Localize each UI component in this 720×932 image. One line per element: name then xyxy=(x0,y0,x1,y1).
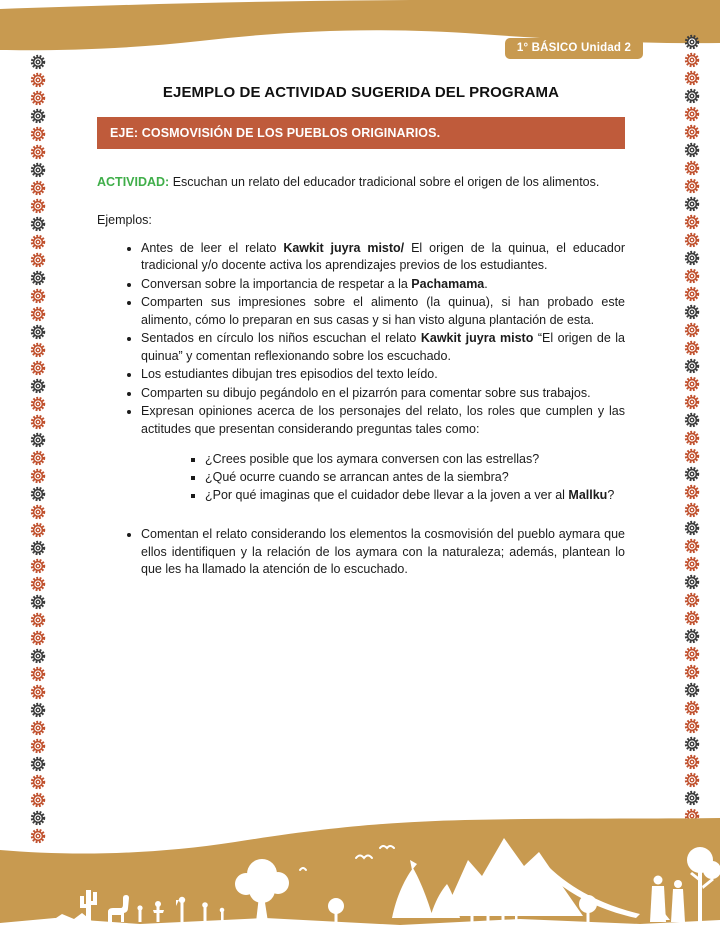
rosette-icon xyxy=(684,772,700,788)
rosette-icon xyxy=(684,70,700,86)
rosette-icon xyxy=(684,448,700,464)
rosette-icon xyxy=(30,414,46,430)
rosette-icon xyxy=(30,630,46,646)
rosette-icon xyxy=(684,664,700,680)
rosette-icon xyxy=(684,106,700,122)
rosette-icon xyxy=(684,592,700,608)
left-border-pattern xyxy=(30,54,46,846)
rosette-icon xyxy=(684,790,700,806)
activity-line xyxy=(97,174,625,191)
list-item: • Expresan opiniones acerca de los personajes del relato, los roles que cumplen y las actitudes que presentan considerando preguntas tales como: xyxy=(141,403,625,438)
rosette-icon xyxy=(30,54,46,70)
rosette-icon xyxy=(30,720,46,736)
rosette-icon xyxy=(684,358,700,374)
unit-badge: 1° BÁSICO Unidad 2 xyxy=(505,38,643,59)
rosette-icon xyxy=(30,540,46,556)
rosette-icon xyxy=(30,486,46,502)
rosette-icon xyxy=(684,700,700,716)
rosette-icon xyxy=(684,322,700,338)
rosette-icon xyxy=(30,558,46,574)
rosette-icon xyxy=(30,774,46,790)
page-title: EJEMPLO DE ACTIVIDAD SUGERIDA DEL PROGRAMA xyxy=(162,84,560,101)
rosette-icon xyxy=(30,504,46,520)
rosette-icon xyxy=(30,108,46,124)
rosette-icon xyxy=(684,286,700,302)
rosette-icon xyxy=(684,268,700,284)
rosette-icon xyxy=(684,250,700,266)
rosette-icon xyxy=(684,538,700,554)
rosette-icon xyxy=(30,396,46,412)
rosette-icon xyxy=(30,450,46,466)
eje-banner: EJE: COSMOVISIÓN DE LOS PUEBLOS ORIGINARIOS. xyxy=(97,117,625,149)
rosette-icon xyxy=(684,340,700,356)
rosette-icon xyxy=(30,144,46,160)
rosette-icon xyxy=(684,610,700,626)
list-item: • Sentados en círculo los niños escuchan el relato Kawkit juyra misto “El origen de la quinua” y comentan reflexionando sobre los escuchado. xyxy=(141,330,625,365)
rosette-icon xyxy=(684,754,700,770)
rosette-icon xyxy=(30,180,46,196)
rosette-icon xyxy=(30,378,46,394)
rosette-icon xyxy=(30,648,46,664)
rosette-icon xyxy=(30,72,46,88)
activity-label: ACTIVIDAD: xyxy=(97,175,170,189)
rosette-icon xyxy=(684,160,700,176)
rosette-icon xyxy=(30,576,46,592)
rosette-icon xyxy=(684,736,700,752)
rosette-icon xyxy=(30,468,46,484)
rosette-icon xyxy=(30,738,46,754)
rosette-icon xyxy=(684,412,700,428)
rosette-icon xyxy=(684,304,700,320)
rosette-icon xyxy=(684,556,700,572)
rosette-icon xyxy=(30,594,46,610)
rosette-icon xyxy=(30,432,46,448)
closing-bullet-list xyxy=(97,526,625,579)
activity-bullet-list xyxy=(97,240,625,439)
rosette-icon xyxy=(30,234,46,250)
rosette-icon xyxy=(684,52,700,68)
rosette-icon xyxy=(30,522,46,538)
rosette-icon xyxy=(30,126,46,142)
rosette-icon xyxy=(30,702,46,718)
rosette-icon xyxy=(30,198,46,214)
rosette-icon xyxy=(30,270,46,286)
rosette-icon xyxy=(30,252,46,268)
list-item: • Conversan sobre la importancia de respetar a la Pachamama. xyxy=(141,276,625,294)
footer-illustration xyxy=(0,818,720,932)
rosette-icon xyxy=(684,574,700,590)
rosette-icon xyxy=(30,216,46,232)
rosette-icon xyxy=(684,376,700,392)
rosette-icon xyxy=(30,342,46,358)
rosette-icon xyxy=(684,88,700,104)
rosette-icon xyxy=(30,162,46,178)
rosette-icon xyxy=(684,34,700,50)
rosette-icon xyxy=(684,502,700,518)
rosette-icon xyxy=(684,520,700,536)
list-item: ▪ ¿Crees posible que los aymara conversen con las estrellas? xyxy=(205,450,625,468)
list-item: • Los estudiantes dibujan tres episodios del texto leído. xyxy=(141,366,625,384)
rosette-icon xyxy=(684,646,700,662)
rosette-icon xyxy=(30,288,46,304)
document-content xyxy=(97,84,625,579)
rosette-icon xyxy=(684,178,700,194)
rosette-icon xyxy=(684,718,700,734)
rosette-icon xyxy=(684,124,700,140)
rosette-icon xyxy=(30,360,46,376)
rosette-icon xyxy=(30,756,46,772)
rosette-icon xyxy=(30,666,46,682)
rosette-icon xyxy=(30,90,46,106)
rosette-icon xyxy=(684,196,700,212)
rosette-icon xyxy=(30,324,46,340)
list-item: ▪ ¿Qué ocurre cuando se arrancan antes de la siembra? xyxy=(205,468,625,486)
question-sub-list xyxy=(97,450,625,504)
list-item: • Antes de leer el relato Kawkit juyra misto/ El origen de la quinua, el educador tradicional y/o docente activa los aprendizajes previos de los estudiantes. xyxy=(141,240,625,275)
list-item: • Comentan el relato considerando los elementos la cosmovisión del pueblo aymara que ellos identifiquen y la relación de los aymara con la naturaleza; además, plantean lo que les ha llamado la atención de lo escuchado. xyxy=(141,526,625,579)
rosette-icon xyxy=(684,628,700,644)
rosette-icon xyxy=(30,612,46,628)
right-border-pattern xyxy=(684,34,700,826)
rosette-icon xyxy=(684,430,700,446)
rosette-icon xyxy=(684,232,700,248)
list-item: ▪ ¿Por qué imaginas que el cuidador debe llevar a la joven a ver al Mallku? xyxy=(205,486,625,504)
list-item: • Comparten su dibujo pegándolo en el pizarrón para comentar sobre sus trabajos. xyxy=(141,385,625,403)
rosette-icon xyxy=(30,306,46,322)
activity-text: Escuchan un relato del educador tradicional sobre el origen de los alimentos. xyxy=(169,175,600,189)
rosette-icon xyxy=(684,142,700,158)
rosette-icon xyxy=(684,394,700,410)
rosette-icon xyxy=(684,466,700,482)
rosette-icon xyxy=(30,684,46,700)
rosette-icon xyxy=(30,792,46,808)
rosette-icon xyxy=(684,682,700,698)
rosette-icon xyxy=(684,214,700,230)
rosette-icon xyxy=(684,484,700,500)
list-item: • Comparten sus impresiones sobre el alimento (la quinua), si han probado este alimento, cómo lo preparan en sus casas y si han visto alguna plantación de esta. xyxy=(141,294,625,329)
examples-label: Ejemplos: xyxy=(97,213,152,227)
